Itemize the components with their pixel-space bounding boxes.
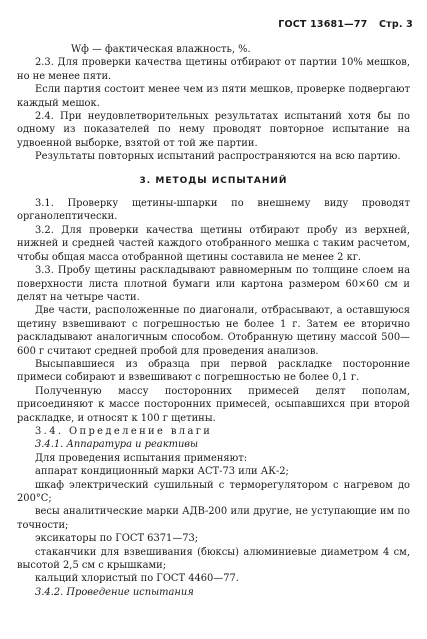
paragraph-3-2: 3.2. Для проверки качества щетины отбирают пробу из верхней, нижней и средней частей каждого отобранного мешка с таким расчетом, чтобы общая масса отобранной щетины составила не менее 2 кг. (17, 224, 410, 263)
apparatus-item-4: эксикаторы по ГОСТ 6371—73; (35, 533, 199, 545)
page-header (278, 19, 413, 30)
apparatus-item-5: стаканчики для взвешивания (бюксы) алюминиевые диаметром 4 см, высотой 2,5 см с крышками; (17, 546, 410, 572)
apparatus-item-3: весы аналитические марки АДВ-200 или другие, не уступающие им по точности; (17, 506, 410, 531)
paragraph-2-4: 2.4. При неудовлетворительных результатах испытаний хотя бы по одному из показателей по нему проводят повторное испытание на удвоенной выборке, взятой от той же партии. (17, 111, 410, 149)
standard-number: ГОСТ 13681—77 (278, 19, 368, 30)
formula-legend: Wф — фактическая влажность, %. (71, 44, 251, 55)
subsection-3-4-1-heading: 3.4.1. Аппаратура и реактивы (35, 439, 199, 451)
section-3-heading: 3. МЕТОДЫ ИСПЫТАНИЙ (139, 175, 288, 186)
paragraph-3-3-d: Полученную массу посторонних примесей делят пополам, присоединяют к массе посторонних примесей, осыпавшихся при второй раскладке, и относят к 100 г щетины. (17, 385, 410, 424)
paragraph-2-4-cont: Результаты повторных испытаний распространяются на всю партию. (35, 151, 401, 163)
paragraph-3-1: 3.1. Проверку щетины-шпарки по внешнему виду проводят органолептически. (17, 198, 410, 223)
subsection-3-4-heading: 3.4. Определение влаги (35, 425, 213, 437)
paragraph-3-3-c: Высыпавшиеся из образца при первой раскладке посторонние примеси собирают и взвешивают с погрешностью не более 0,1 г. (17, 358, 410, 384)
apparatus-item-6: кальций хлористый по ГОСТ 4460—77. (35, 573, 239, 585)
document-body (17, 43, 410, 599)
subsection-3-4-2-heading: 3.4.2. Проведение испытания (35, 586, 194, 598)
apparatus-item-1: аппарат кондиционный марки АСТ-73 или АК-2; (35, 466, 289, 478)
paragraph-3-3: 3.3. Пробу щетины раскладывают равномерным по толщине слоем на поверхности листа плотной бумаги или картона размером 60×60 см и делят на четыре части. (17, 265, 410, 303)
paragraph-2-3: 2.3. Для проверки качества щетины отбирают от партии 10% мешков, но не менее пяти. (17, 57, 410, 82)
page-number: Стр. 3 (378, 19, 413, 30)
apparatus-item-2: шкаф электрический сушильный с терморегулятором с нагревом до 200°С; (17, 479, 410, 504)
apparatus-intro: Для проведения испытания применяют: (35, 452, 248, 464)
paragraph-3-3-b: Две части, расположенные по диагонали, отбрасывают, а оставшуюся щетину взвешивают с погрешностью не более 1 г. Затем ее вторично раскладывают аналогичным способом. Отобранную щетину массой 500—600 г считают средней пробой для проведения анализов. (17, 305, 410, 357)
paragraph-2-3-cont: Если партия состоит менее чем из пяти мешков, проверке подвергают каждый мешок. (17, 84, 410, 109)
